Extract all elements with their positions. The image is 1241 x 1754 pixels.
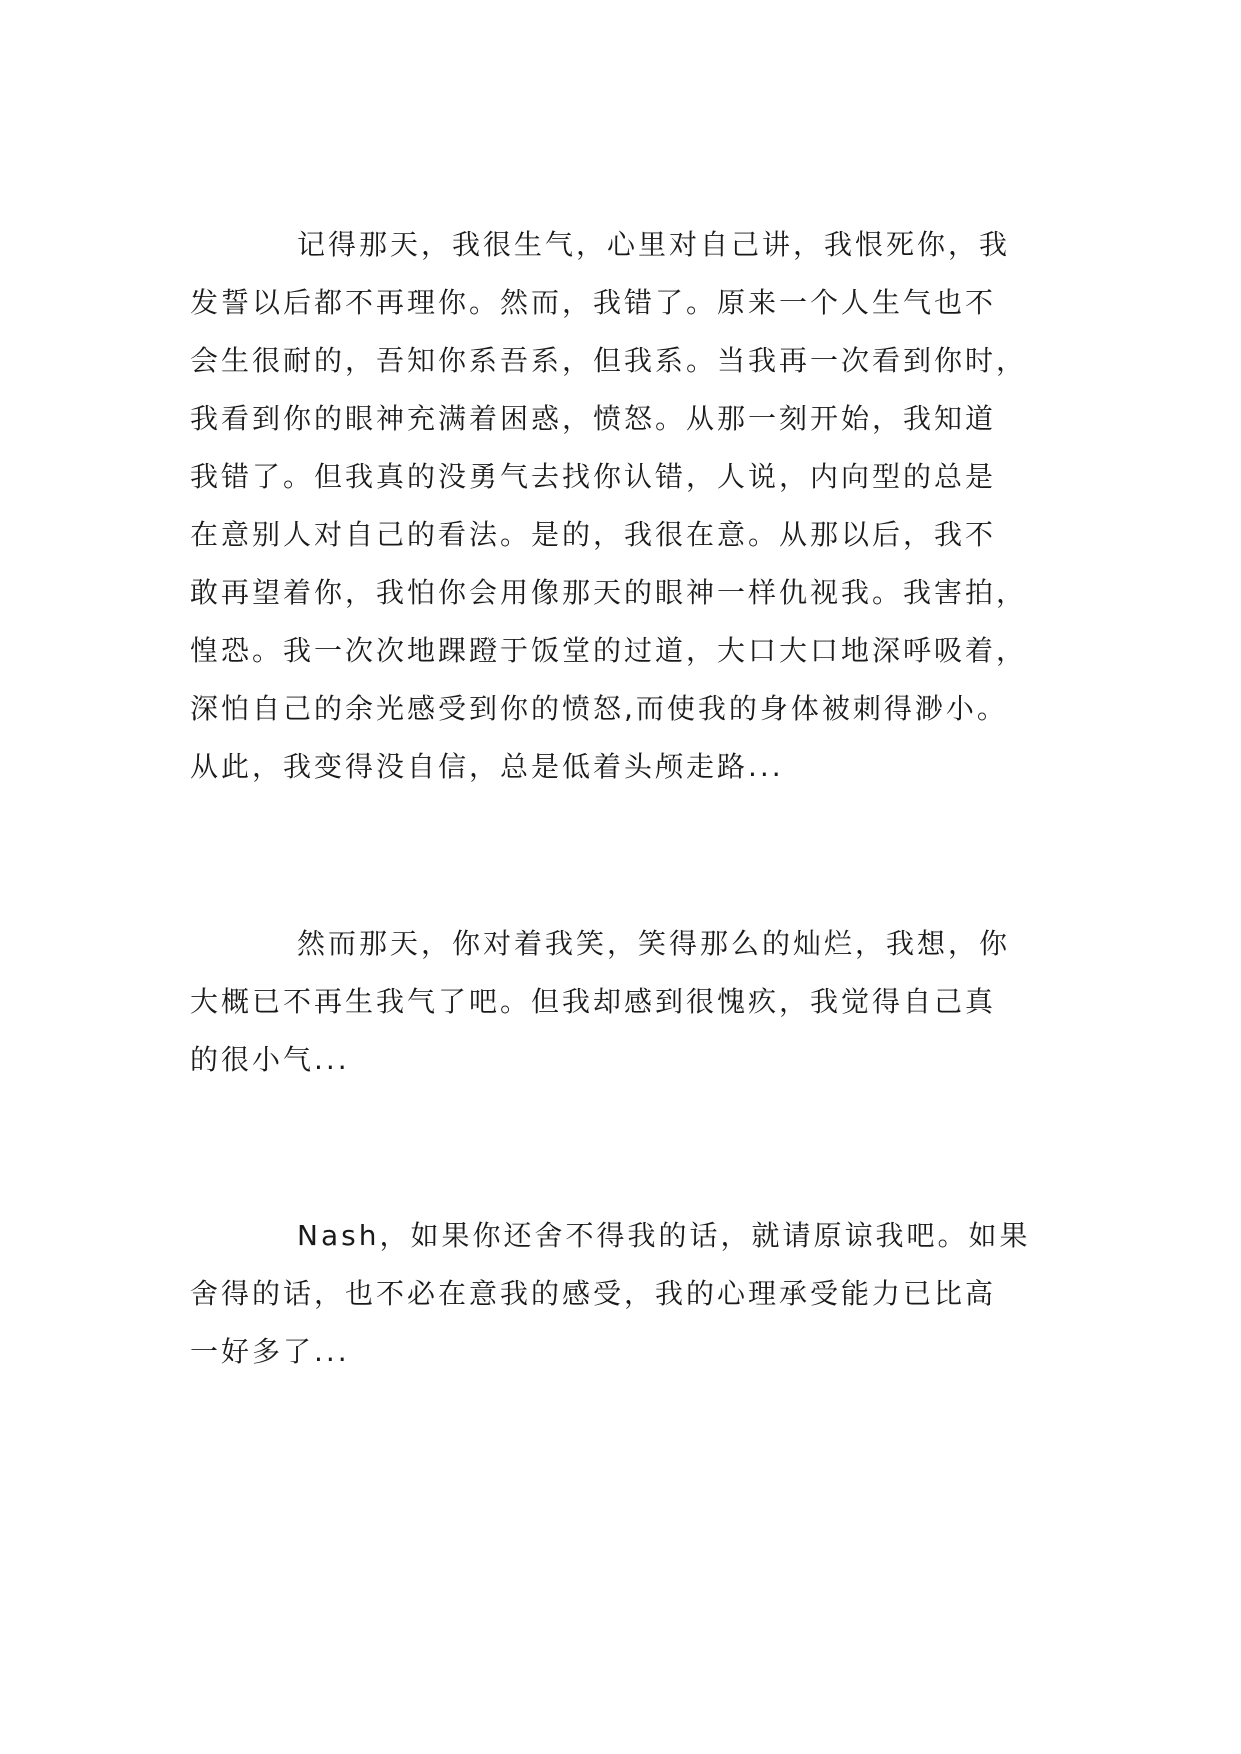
paragraph-line: 从此，我变得没自信，总是低着头颅走路... [190,750,784,783]
paragraph-line: 发誓以后都不再理你。然而，我错了。原来一个人生气也不 [190,286,997,319]
paragraph-line: Nash，如果你还舍不得我的话，就请原谅我吧。如果 [297,1219,1031,1252]
paragraph-line: 一好多了... [190,1335,350,1368]
paragraph-line: 会生很耐的，吾知你系吾系，但我系。当我再一次看到你时， [190,344,1028,377]
paragraph-line: 大概已不再生我气了吧。但我却感到很愧疚，我觉得自己真 [190,985,997,1018]
paragraph-2 [190,915,1060,1089]
paragraph-line: 在意别人对自己的看法。是的，我很在意。从那以后，我不 [190,518,997,551]
paragraph-line: 敢再望着你，我怕你会用像那天的眼神一样仇视我。我害拍， [190,576,1028,609]
paragraph-line: 记得那天，我很生气，心里对自己讲，我恨死你，我 [297,228,1011,261]
paragraph-1 [190,216,1060,796]
paragraph-line: 然而那天，你对着我笑，笑得那么的灿烂，我想，你 [297,927,1011,960]
paragraph-line: 我错了。但我真的没勇气去找你认错，人说，内向型的总是 [190,460,997,493]
paragraph-3 [190,1207,1060,1381]
paragraph-line: 舍得的话，也不必在意我的感受，我的心理承受能力已比高 [190,1277,997,1310]
paragraph-line: 深怕自己的余光感受到你的愤怒,而使我的身体被刺得渺小。 [190,692,1008,725]
paragraph-line: 我看到你的眼神充满着困惑，愤怒。从那一刻开始，我知道 [190,402,997,435]
paragraph-line: 的很小气... [190,1043,350,1076]
paragraph-line: 惶恐。我一次次地踝蹬于饭堂的过道，大口大口地深呼吸着， [190,634,1028,667]
